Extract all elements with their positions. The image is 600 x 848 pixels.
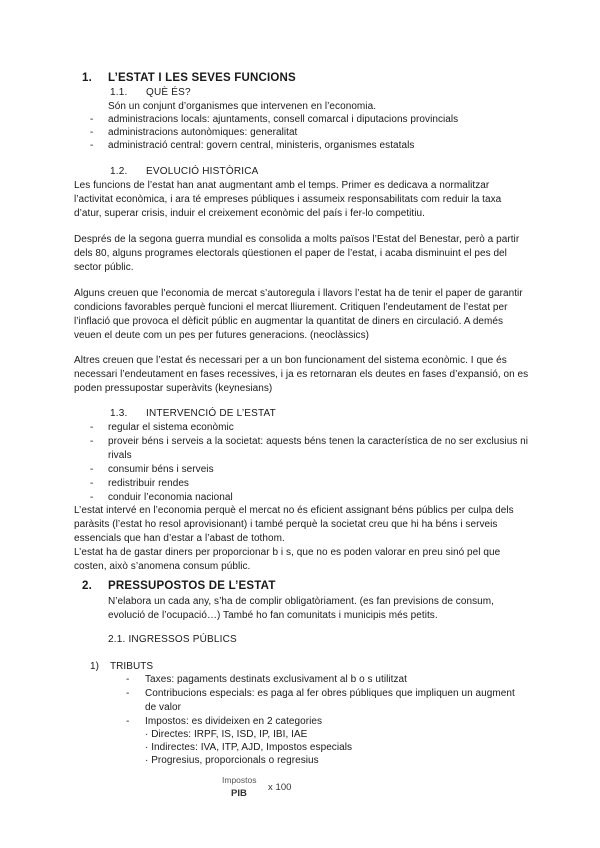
paragraph-line: Les funcions de l’estat han anat augmentant amb el temps. Primer es dedicava a normalitzar [74,180,490,191]
section-1-number: 1. [82,72,92,84]
list-item: Taxes: pagaments destinats exclusivament al b o s utilitzat [145,674,407,685]
bullet-dash: - [90,140,94,151]
subsection-1-1-number: 1.1. [110,87,128,98]
list-item: regular el sistema econòmic [108,422,234,433]
list-item: administracions locals: ajuntaments, consell comarcal i diputacions provincials [108,114,459,125]
tributs-number: 1) [90,661,99,672]
formula-numerator: Impostos [222,775,257,785]
paragraph-line: veuen el deute com un pes per futures generacions. (neoclàssics) [74,330,370,341]
bullet-dash: - [90,422,94,433]
bullet-dash: - [90,478,94,489]
bullet-dash: - [90,436,94,447]
list-item: Contribucions especials: es paga al fer obres públiques que impliquen un augment [145,688,515,699]
paragraph-line: N’elabora un cada any, s’ha de complir obligatòriament. (es fan previsions de consum, [108,596,494,607]
tributs-title: TRIBUTS [110,661,154,672]
section-2-title: PRESSUPOSTOS DE L’ESTAT [108,580,276,592]
paragraph-line: l’activitat econòmica, i ara té empreses públiques i assumeix responsabilitats com reduir la taxa [74,194,502,205]
subsection-1-2-number: 1.2. [110,166,128,177]
section-2-number: 2. [82,580,92,592]
subsection-1-3-number: 1.3. [110,408,128,419]
list-item: administracions autonòmiques: generalitat [108,127,298,138]
bullet-dash: - [126,716,130,727]
paragraph-line: L’estat intervé en l’economia perquè el mercat no és eficient assignant béns públics per culpa dels [74,505,514,516]
subsection-1-2-title: EVOLUCIÓ HISTÒRICA [146,166,259,177]
paragraph-line: Després de la segona guerra mundial es consolida a molts països l’Estat del Benestar, però a partir [74,234,520,245]
paragraph-line: d’atur, superar crisis, induir el creixement econòmic del país i fer-lo competitiu. [74,208,425,219]
bullet-dash: - [90,127,94,138]
paragraph-line: sector públic. [74,262,134,273]
bullet-dash: - [90,492,94,503]
subsection-1-1-title: QUÈ ÉS? [146,87,191,98]
subsection-2-1-title: 2.1. INGRESSOS PÚBLICS [108,634,237,645]
section-1-title: L’ESTAT I LES SEVES FUNCIONS [108,72,296,84]
bullet-dash: - [90,464,94,475]
paragraph-line: essencials que han d’estar a l’abast de tothom. [74,533,285,544]
subsection-1-3-title: INTERVENCIÓ DE L’ESTAT [146,408,276,419]
formula-denominator: PIB [231,788,247,799]
paragraph-line: condicions favorables perquè funcioni el mercat lliurement. Critiquen l’endeutament de l’estat per [74,302,508,313]
paragraph-line: L’estat ha de gastar diners per proporcionar b i s, que no es poden valorar en preu sinó pel que [74,547,501,558]
list-item: administració central: govern central, ministeris, organismes estatals [108,140,415,151]
formula-multiplier: x 100 [268,782,292,793]
list-item: conduir l’economia nacional [108,492,233,503]
list-item-continuation: rivals [108,450,132,461]
sub-list-item: · Progresius, proporcionals o regresius [145,755,319,766]
paragraph-line: dels 80, alguns programes electorals qüestionen el paper de l’estat, i acaba disminuint el pes del [74,248,507,259]
bullet-dash: - [90,114,94,125]
paragraph-line: necessari l’endeutament en fases recessives, i ja es retornaran els deutes en fases d’expansió, on es [74,369,529,380]
paragraph-line: Alguns creuen que l’economia de mercat s’autoregula i llavors l’estat ha de tenir el paper de garantir [74,288,523,299]
sub-list-item: · Directes: IRPF, IS, ISD, IP, IBI, IAE [145,729,308,740]
paragraph-line: costen, això s’anomena consum públic. [74,561,251,572]
paragraph-line: Altres creuen que l’estat és necessari per a un bon funcionament del sistema econòmic. I que és [74,355,507,366]
paragraph-line: paràsits (l’estat ho resol aprovisionant) i també perquè la societat creu que hi ha béns i serveis [74,519,498,530]
list-item: proveir béns i serveis a la societat: aquests béns tenen la característica de no ser exclusius ni [108,436,529,447]
subsection-1-1-intro: Són un conjunt d’organismes que intervenen en l’economia. [108,101,377,112]
list-item: Impostos: es divideixen en 2 categories [145,716,323,727]
paragraph-line: evolució de l’ocupació…) També ho fan comunitats i municipis més petits. [108,610,438,621]
paragraph-line: l’inflació que provoca el dèficit públic en augmentar la quantitat de diners en circulació. A demés [74,316,504,327]
list-item: consumir béns i serveis [108,464,214,475]
bullet-dash: - [126,688,130,699]
list-item: redistribuir rendes [108,478,189,489]
sub-list-item: · Indirectes: IVA, ITP, AJD, Impostos especials [145,742,353,753]
paragraph-line: poden pressupostar superàvits (keynesians) [74,383,273,394]
bullet-dash: - [126,674,130,685]
list-item-continuation: de valor [145,702,181,713]
